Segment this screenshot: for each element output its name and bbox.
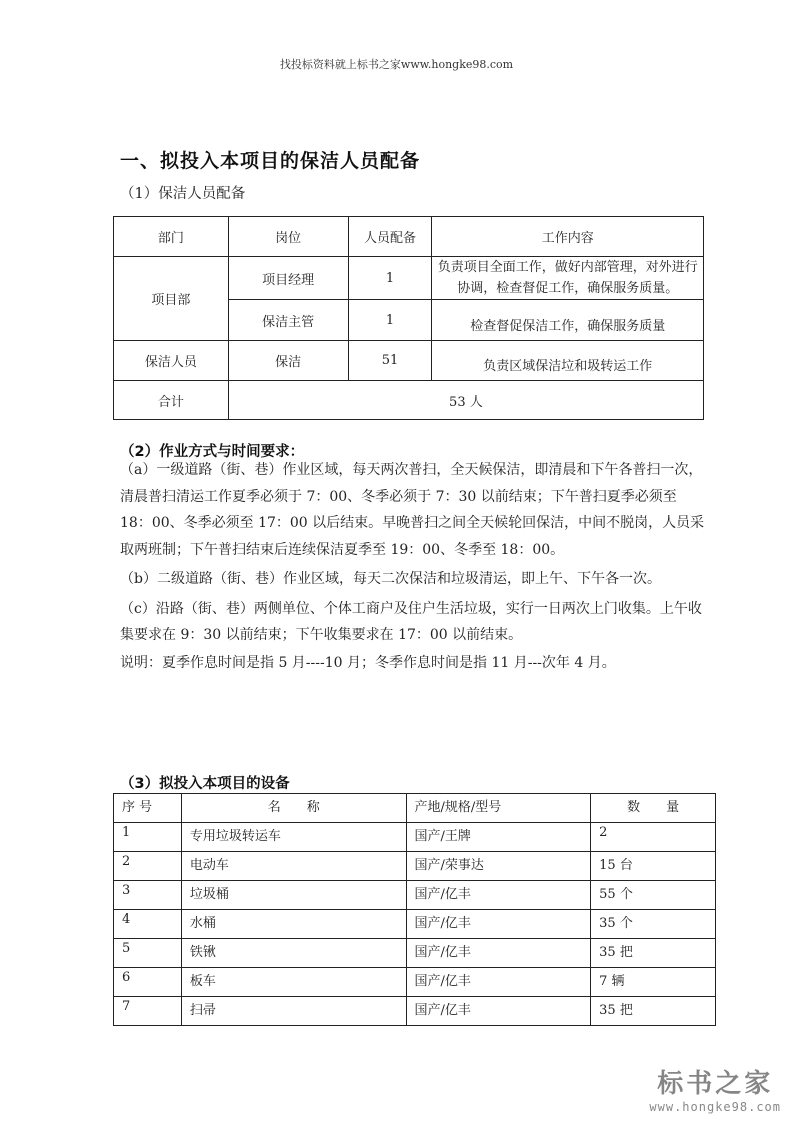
spec-cell: 国产/亿丰 (406, 997, 591, 1026)
subsection-equipment: （3）拟投入本项目的设备 (120, 776, 290, 792)
index-cell: 5 (114, 939, 182, 968)
staff-table (113, 216, 704, 420)
position-cell: 保洁 (228, 341, 348, 381)
table-row (114, 968, 716, 997)
header-cell: 人员配备 (348, 217, 432, 257)
name-cell: 水桶 (181, 910, 406, 939)
table-header-row (114, 217, 704, 257)
duty-cell: 负责项目全面工作，做好内部管理，对外进行协调，检查督促工作，确保服务质量。 (432, 257, 704, 300)
paragraph-c: （c）沿路（街、巷）两侧单位、个体工商户及住户生活垃圾，实行一日两次上门收集。上午收集要求在 9：30 以前结束；下午收集要求在 17：00 以前结束。 (120, 600, 702, 643)
paragraph-note: 说明：夏季作息时间是指 5 月----10 月；冬季作息时间是指 11 月---次年 4 月。 (120, 654, 616, 671)
table-row (114, 910, 716, 939)
quantity-cell: 15 台 (591, 852, 716, 881)
quantity-cell: 7 辆 (591, 968, 716, 997)
table-row (114, 939, 716, 968)
count-cell: 51 (348, 341, 432, 381)
table-header-row (114, 794, 716, 823)
count-cell: 1 (348, 300, 432, 341)
duty-cell: 负责区域保洁垃和圾转运工作 (432, 341, 704, 381)
equipment-table (113, 793, 716, 1026)
spec-cell: 国产/亿丰 (406, 910, 591, 939)
index-cell: 1 (114, 823, 182, 852)
header-cell: 数 量 (591, 794, 716, 823)
name-cell: 垃圾桶 (181, 881, 406, 910)
name-cell: 板车 (181, 968, 406, 997)
table-row (114, 852, 716, 881)
header-cell: 产地/规格/型号 (406, 794, 591, 823)
total-label: 合计 (114, 381, 229, 420)
index-cell: 6 (114, 968, 182, 997)
header-cell: 部门 (114, 217, 229, 257)
count-cell: 1 (348, 257, 432, 300)
quantity-cell: 35 把 (591, 939, 716, 968)
quantity-cell: 2 (591, 823, 716, 852)
subsection-staff: （1）保洁人员配备 (120, 186, 246, 202)
schedule-text (120, 457, 710, 676)
spec-cell: 国产/王牌 (406, 823, 591, 852)
total-value: 53 人 (228, 381, 703, 420)
paragraph-b: （b）二级道路（街、巷）作业区域，每天二次保洁和垃圾清运，即上午、下午各一次。 (120, 571, 661, 587)
spec-cell: 国产/亿丰 (406, 968, 591, 997)
table-row (114, 257, 704, 300)
quantity-cell: 35 把 (591, 997, 716, 1026)
header-cell: 工作内容 (432, 217, 704, 257)
header-cell: 序 号 (114, 794, 182, 823)
quantity-cell: 35 个 (591, 910, 716, 939)
table-row (114, 341, 704, 381)
index-cell: 4 (114, 910, 182, 939)
name-cell: 扫帚 (181, 997, 406, 1026)
index-cell: 3 (114, 881, 182, 910)
header-cell: 名 称 (181, 794, 406, 823)
watermark-logo: 标书之家 (657, 1069, 774, 1099)
position-cell: 保洁主管 (228, 300, 348, 341)
index-cell: 7 (114, 997, 182, 1026)
paragraph-a: （a）一级道路（街、巷）作业区域，每天两次普扫，全天候保洁，即清晨和下午各普扫一次，清晨普扫清运工作夏季必须于 7：00、冬季必须于 7：30 以前结束；下午普扫夏季必须至 18：00、冬季必须至 17：00 以后结束。早晚普扫之间全天候轮回保洁，中间不脱岗，人员采取两班制；下午普扫结束后连续保洁夏季至 19：00、冬季至 18：00。 (120, 462, 705, 558)
table-row (114, 997, 716, 1026)
spec-cell: 国产/荣事达 (406, 852, 591, 881)
name-cell: 专用垃圾转运车 (181, 823, 406, 852)
watermark-url: www.hongke98.com (649, 1100, 781, 1114)
index-cell: 2 (114, 852, 182, 881)
subsection-schedule: （2）作业方式与时间要求： (120, 444, 305, 460)
name-cell: 铁锹 (181, 939, 406, 968)
section-title: 一、拟投入本项目的保洁人员配备 (120, 150, 421, 172)
quantity-cell: 55 个 (591, 881, 716, 910)
name-cell: 电动车 (181, 852, 406, 881)
watermark (649, 1063, 781, 1114)
table-row (114, 881, 716, 910)
table-total-row (114, 381, 704, 420)
duty-cell: 检查督促保洁工作，确保服务质量 (432, 300, 704, 341)
spec-cell: 国产/亿丰 (406, 881, 591, 910)
page-header: 找投标资料就上标书之家www.hongke98.com (279, 58, 514, 71)
position-cell: 项目经理 (228, 257, 348, 300)
dept-cell: 项目部 (114, 257, 229, 341)
dept-cell: 保洁人员 (114, 341, 229, 381)
spec-cell: 国产/亿丰 (406, 939, 591, 968)
header-cell: 岗位 (228, 217, 348, 257)
table-row (114, 823, 716, 852)
